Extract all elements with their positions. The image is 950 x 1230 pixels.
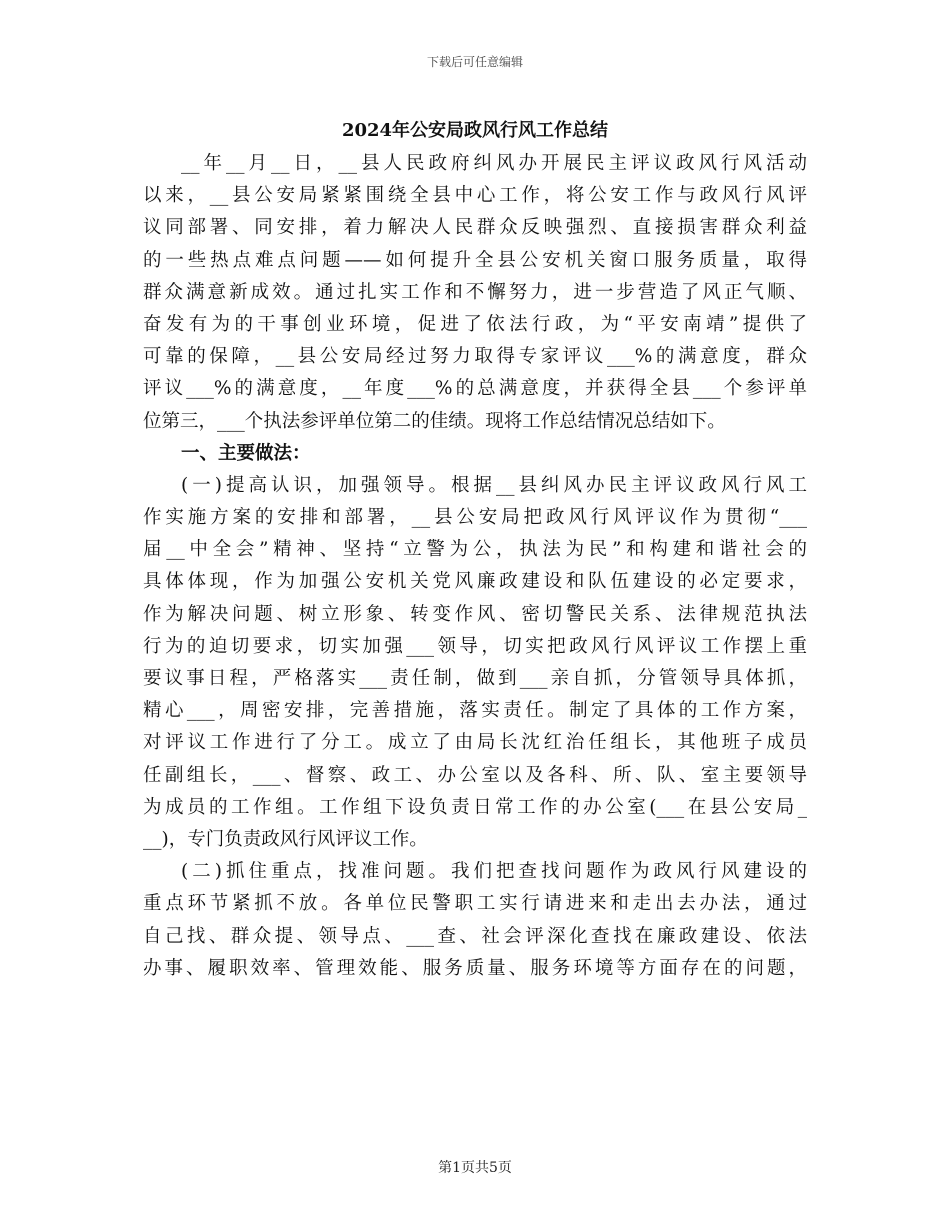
body-line: 届__中全会”精神、坚持“立警为公，执法为民”和构建和谐社会的 [143,539,807,561]
body-line: 的一些热点难点问题——如何提升全县公安机关窗口服务质量，取得 [143,249,807,271]
header-note: 下载后可任意编辑 [426,55,523,69]
body-line: 可靠的保障，__县公安局经过努力取得专家评议___%的满意度，群众 [143,346,807,368]
body-line: 奋发有为的干事创业环境，促进了依法行政，为“平安南靖”提供了 [143,313,807,335]
body-line: 具体体现，作为加强公安机关党风廉政建设和队伍建设的必定要求， [143,571,807,593]
document-title: 2024年公安局政风行风工作总结 [341,120,609,141]
body-line: 以来，__县公安局紧紧围绕全县中心工作，将公安工作与政风行风评 [143,185,807,207]
body-line: __)，专门负责政风行风评议工作。 [143,828,428,850]
body-line: 群众满意新成效。通过扎实工作和不懈努力，进一步营造了风正气顺、 [143,281,807,303]
body-line: 评议___%的满意度，__年度___%的总满意度，并获得全县___个参评单 [143,378,807,400]
body-line: 要议事日程，严格落实___责任制，做到___亲自抓，分管领导具体抓， [143,668,807,689]
body-line: 自己找、群众提、领导点、___查、社会评深化查找在廉政建设、依法 [143,925,807,947]
body-line: 重点环节紧抓不放。各单位民警职工实行请进来和走出去办法，通过 [143,893,807,915]
body-line: (二)抓住重点，找准问题。我们把查找问题作为政风行风建设的 [181,861,807,883]
body-line: 位第三，___个执法参评单位第二的佳绩。现将工作总结情况总结如下。 [143,410,726,432]
body-line: 为成员的工作组。工作组下设负责日常工作的办公室(___在县公安局_ [143,796,807,818]
body-line: 议同部署、同安排，着力解决人民群众反映强烈、直接损害群众利益 [143,217,807,239]
body-line: 任副组长，___、督察、政工、办公室以及各科、所、队、室主要领导 [143,764,807,786]
body-line: 作为解决问题、树立形象、转变作风、密切警民关系、法律规范执法 [143,603,807,625]
body-line: 对评议工作进行了分工。成立了由局长沈红治任组长，其他班子成员 [143,732,807,754]
section-heading: 一、主要做法： [181,442,311,464]
body-line: __年__月__日，__县人民政府纠风办开展民主评议政风行风活动 [181,153,807,174]
page-footer: 第1页共5页 [438,1160,512,1176]
body-line: 行为的迫切要求，切实加强___领导，切实把政风行风评议工作摆上重 [143,635,807,657]
body-line: (一)提高认识，加强领导。根据__县纠风办民主评议政风行风工 [181,474,807,496]
body-line: 作实施方案的安排和部署，__县公安局把政风行风评议作为贯彻“___ [143,507,807,529]
document-body [143,148,807,985]
body-line: 精心___，周密安排，完善措施，落实责任。制定了具体的工作方案， [143,700,807,722]
body-line: 办事、履职效率、管理效能、服务质量、服务环境等方面存在的问题， [143,957,807,979]
